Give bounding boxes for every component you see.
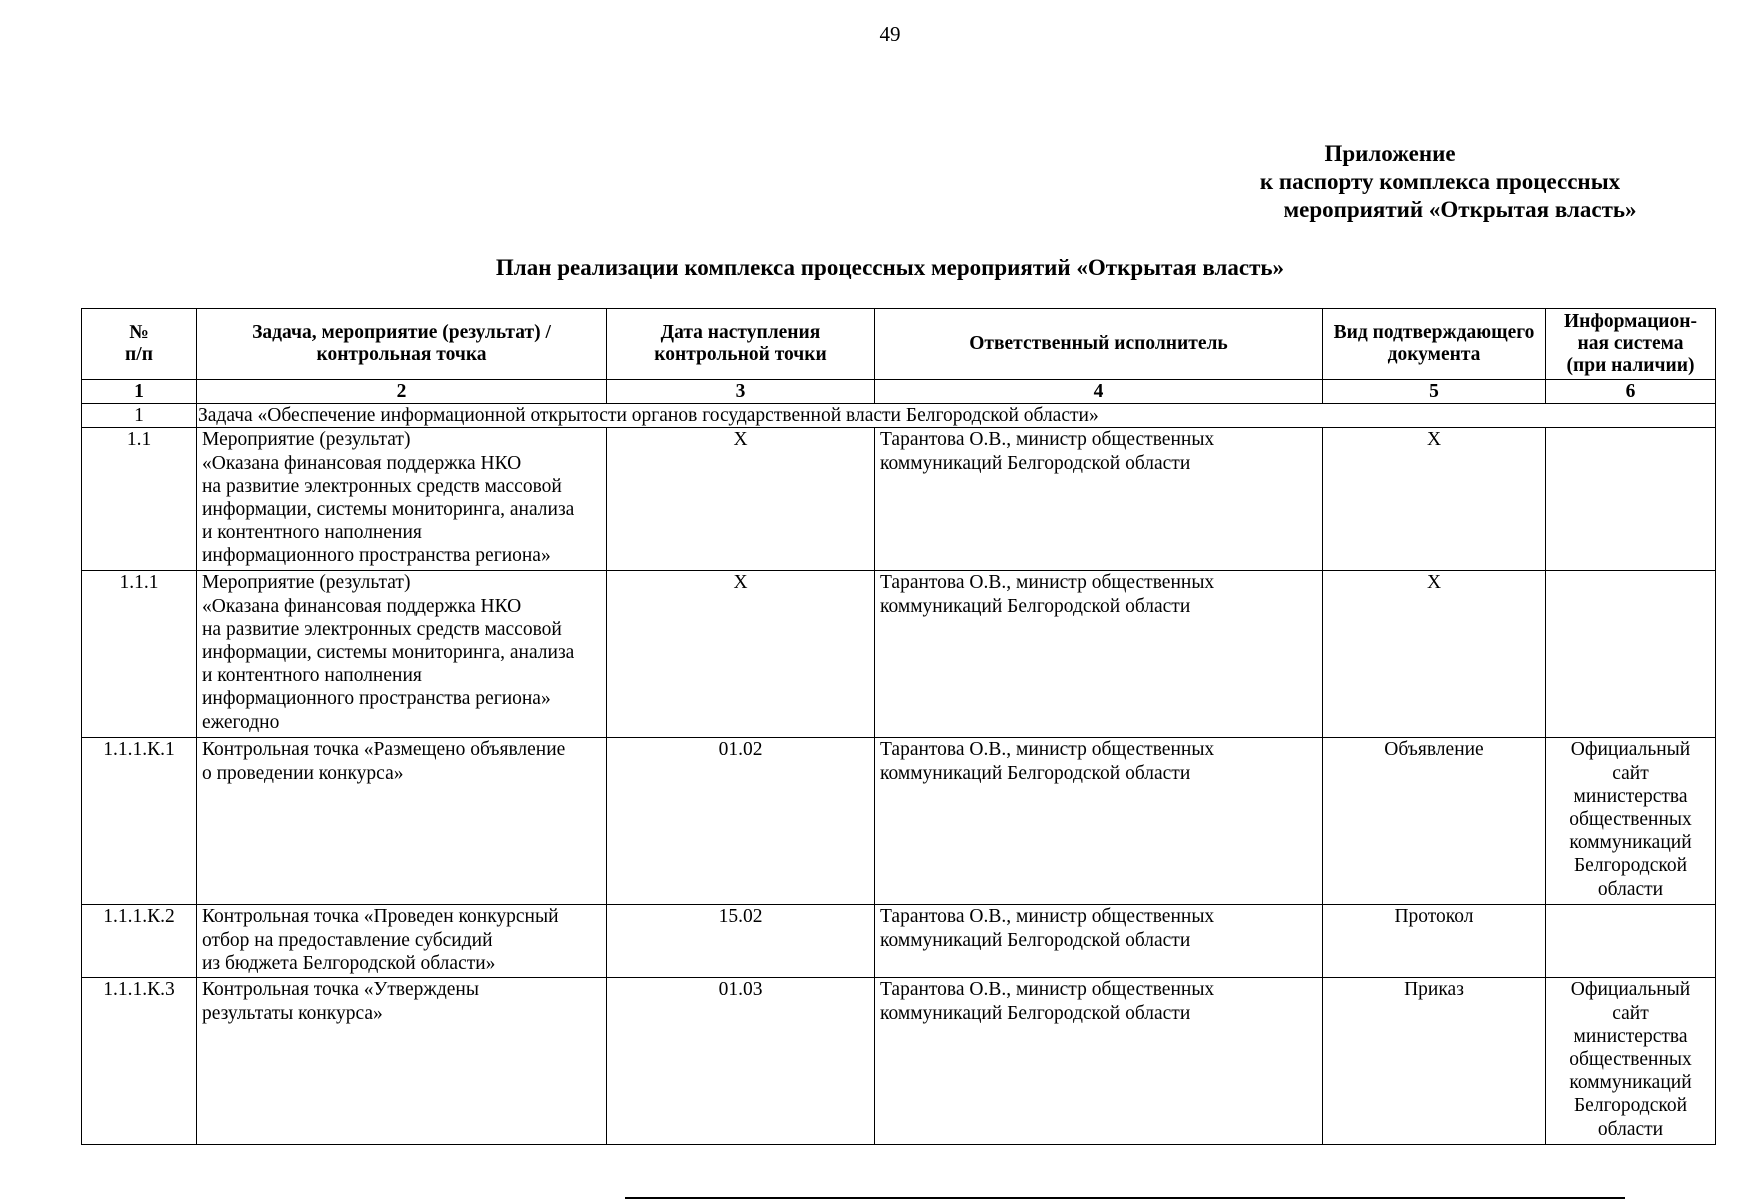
row-date: 01.03 — [607, 978, 875, 1145]
footer-rule — [625, 1197, 1625, 1199]
row-executor: Тарантова О.В., министр общественных коммуникаций Белгородской области — [875, 738, 1323, 905]
column-number: 2 — [197, 380, 607, 404]
row-doc: X — [1323, 571, 1546, 738]
row-date: X — [607, 571, 875, 738]
appendix-heading — [1180, 140, 1700, 224]
row-num: 1.1.1 — [82, 571, 197, 738]
appendix-line-3: мероприятий «Открытая власть» — [1283, 197, 1637, 222]
row-num: 1.1 — [82, 428, 197, 571]
row-num: 1.1.1.К.2 — [82, 905, 197, 978]
row-date: 15.02 — [607, 905, 875, 978]
row-executor: Тарантова О.В., министр общественных коммуникаций Белгородской области — [875, 905, 1323, 978]
row-system — [1546, 428, 1716, 571]
table-row — [82, 978, 1716, 1145]
row-doc: Приказ — [1323, 978, 1546, 1145]
row-task: Контрольная точка «Размещено объявление о проведении конкурса» — [197, 738, 607, 905]
task-row — [82, 404, 1716, 428]
column-number: 1 — [82, 380, 197, 404]
column-number: 5 — [1323, 380, 1546, 404]
column-number: 3 — [607, 380, 875, 404]
appendix-line-1: Приложение — [1324, 141, 1456, 166]
row-executor: Тарантова О.В., министр общественных коммуникаций Белгородской области — [875, 978, 1323, 1145]
row-doc: X — [1323, 428, 1546, 571]
row-doc: Объявление — [1323, 738, 1546, 905]
table-row — [82, 905, 1716, 978]
header-date: Дата наступления контрольной точки — [607, 309, 875, 380]
header-system: Информацион- ная система (при наличии) — [1546, 309, 1716, 380]
row-system — [1546, 571, 1716, 738]
column-number-row — [82, 380, 1716, 404]
row-task: Контрольная точка «Проведен конкурсный отбор на предоставление субсидий из бюджета Белгородской области» — [197, 905, 607, 978]
row-doc: Протокол — [1323, 905, 1546, 978]
column-number: 4 — [875, 380, 1323, 404]
row-system: Официальный сайт министерства общественных коммуникаций Белгородской области — [1546, 978, 1716, 1145]
task-text: Задача «Обеспечение информационной открытости органов государственной власти Белгородской области» — [197, 404, 1716, 428]
appendix-line-2: к паспорту комплекса процессных — [1259, 169, 1621, 194]
task-num: 1 — [82, 404, 197, 428]
page-number: 49 — [879, 22, 901, 46]
row-date: 01.02 — [607, 738, 875, 905]
row-date: X — [607, 428, 875, 571]
header-doc: Вид подтверждающего документа — [1323, 309, 1546, 380]
plan-title: План реализации комплекса процессных мероприятий «Открытая власть» — [495, 255, 1285, 280]
row-num: 1.1.1.К.3 — [82, 978, 197, 1145]
table-row — [82, 428, 1716, 571]
row-executor: Тарантова О.В., министр общественных коммуникаций Белгородской области — [875, 571, 1323, 738]
row-num: 1.1.1.К.1 — [82, 738, 197, 905]
row-system: Официальный сайт министерства общественных коммуникаций Белгородской области — [1546, 738, 1716, 905]
header-num: № п/п — [82, 309, 197, 380]
table-header-row — [82, 309, 1716, 380]
plan-table — [81, 308, 1716, 1145]
row-task: Мероприятие (результат) «Оказана финансовая поддержка НКО на развитие электронных средств массовой информации, системы мониторинга, анализа и контентного наполнения информационного пространства региона» ежегодно — [197, 571, 607, 738]
row-executor: Тарантова О.В., министр общественных коммуникаций Белгородской области — [875, 428, 1323, 571]
table-row — [82, 571, 1716, 738]
row-task: Мероприятие (результат) «Оказана финансовая поддержка НКО на развитие электронных средств массовой информации, системы мониторинга, анализа и контентного наполнения информационного пространства региона» — [197, 428, 607, 571]
row-task: Контрольная точка «Утверждены результаты конкурса» — [197, 978, 607, 1145]
column-number: 6 — [1546, 380, 1716, 404]
header-task: Задача, мероприятие (результат) / контрольная точка — [197, 309, 607, 380]
table-row — [82, 738, 1716, 905]
row-system — [1546, 905, 1716, 978]
header-executor: Ответственный исполнитель — [875, 309, 1323, 380]
